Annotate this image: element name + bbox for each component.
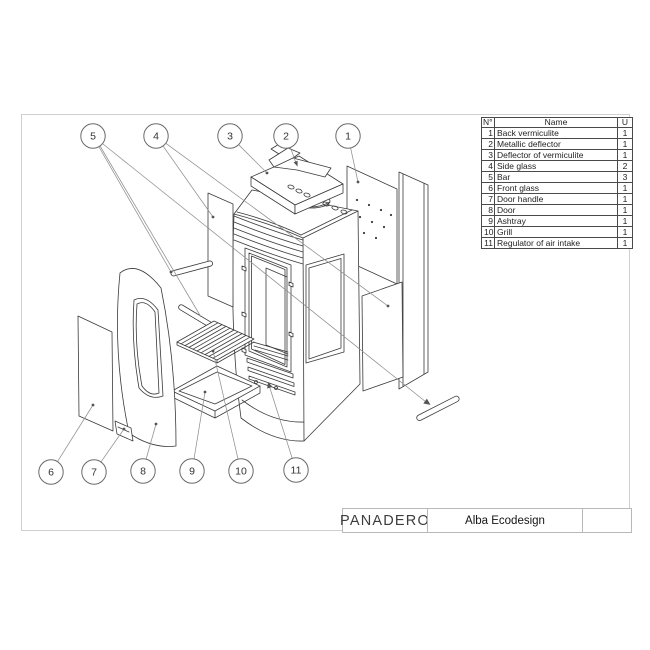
part-side-glass-right bbox=[362, 282, 403, 391]
table-cell-name: Front glass bbox=[495, 183, 618, 194]
col-header-units: U bbox=[618, 118, 633, 128]
table-cell-num: 2 bbox=[482, 139, 495, 150]
table-row bbox=[482, 128, 633, 139]
table-cell-num: 9 bbox=[482, 216, 495, 227]
table-cell-num: 11 bbox=[482, 238, 495, 249]
table-cell-name: Back vermiculite bbox=[495, 128, 618, 139]
svg-text:5: 5 bbox=[90, 130, 96, 143]
table-cell-num: 7 bbox=[482, 194, 495, 205]
table-row bbox=[482, 194, 633, 205]
table-cell-units: 1 bbox=[618, 183, 633, 194]
part-front-glass bbox=[78, 316, 113, 431]
part-door bbox=[117, 268, 176, 446]
svg-text:10: 10 bbox=[235, 465, 247, 478]
svg-text:6: 6 bbox=[48, 466, 54, 479]
table-row bbox=[482, 172, 633, 183]
table-row bbox=[482, 216, 633, 227]
table-cell-name: Deflector of vermiculite bbox=[495, 150, 618, 161]
svg-text:9: 9 bbox=[189, 465, 195, 478]
table-row bbox=[482, 205, 633, 216]
callout-3 bbox=[218, 124, 242, 148]
svg-text:2: 2 bbox=[283, 130, 289, 143]
callout-11 bbox=[284, 458, 308, 482]
table-cell-name: Regulator of air intake bbox=[495, 238, 618, 249]
part-side-glass-left bbox=[208, 193, 233, 307]
table-row bbox=[482, 183, 633, 194]
table-cell-units: 1 bbox=[618, 150, 633, 161]
table-cell-name: Door bbox=[495, 205, 618, 216]
callout-8 bbox=[131, 459, 155, 483]
callout-5 bbox=[81, 124, 105, 148]
table-cell-num: 5 bbox=[482, 172, 495, 183]
title-block-empty-cell bbox=[582, 508, 632, 533]
table-cell-name: Side glass bbox=[495, 161, 618, 172]
table-cell-num: 1 bbox=[482, 128, 495, 139]
brand-name: PANADERO bbox=[342, 508, 428, 533]
svg-text:3: 3 bbox=[227, 130, 233, 143]
table-cell-units: 1 bbox=[618, 128, 633, 139]
table-cell-name: Door handle bbox=[495, 194, 618, 205]
table-cell-units: 1 bbox=[618, 194, 633, 205]
table-row bbox=[482, 161, 633, 172]
table-cell-units: 1 bbox=[618, 227, 633, 238]
table-cell-num: 8 bbox=[482, 205, 495, 216]
table-cell-num: 6 bbox=[482, 183, 495, 194]
callout-2 bbox=[274, 124, 298, 148]
parts-table-body bbox=[482, 128, 633, 249]
svg-text:4: 4 bbox=[153, 130, 159, 143]
table-row bbox=[482, 238, 633, 249]
callout-10 bbox=[229, 459, 253, 483]
table-cell-units: 2 bbox=[618, 161, 633, 172]
svg-text:1: 1 bbox=[345, 130, 351, 143]
table-cell-units: 1 bbox=[618, 139, 633, 150]
parts-table bbox=[481, 117, 633, 249]
table-cell-units: 1 bbox=[618, 205, 633, 216]
table-cell-name: Metallic deflector bbox=[495, 139, 618, 150]
part-stove-body bbox=[233, 190, 360, 441]
col-header-number: N° bbox=[483, 117, 493, 127]
table-cell-num: 3 bbox=[482, 150, 495, 161]
table-row bbox=[482, 227, 633, 238]
svg-text:11: 11 bbox=[290, 464, 302, 477]
callout-9 bbox=[180, 459, 204, 483]
table-cell-units: 1 bbox=[618, 216, 633, 227]
part-bar-1 bbox=[170, 260, 213, 276]
table-cell-units: 1 bbox=[618, 238, 633, 249]
svg-text:7: 7 bbox=[91, 466, 97, 479]
model-name: Alba Ecodesign bbox=[427, 508, 583, 533]
table-row bbox=[482, 150, 633, 161]
callout-1 bbox=[336, 124, 360, 148]
callout-6 bbox=[39, 460, 63, 484]
col-header-name: Name bbox=[495, 118, 618, 128]
table-cell-name: Bar bbox=[495, 172, 618, 183]
title-block bbox=[342, 508, 632, 533]
part-body-rear-panel bbox=[399, 172, 428, 389]
table-header-row bbox=[482, 118, 633, 128]
callout-7 bbox=[82, 460, 106, 484]
callout-4 bbox=[144, 124, 168, 148]
svg-text:8: 8 bbox=[140, 465, 146, 478]
table-row bbox=[482, 139, 633, 150]
table-cell-name: Ashtray bbox=[495, 216, 618, 227]
table-cell-units: 3 bbox=[618, 172, 633, 183]
table-cell-num: 10 bbox=[482, 227, 495, 238]
table-cell-name: Grill bbox=[495, 227, 618, 238]
table-cell-num: 4 bbox=[482, 161, 495, 172]
